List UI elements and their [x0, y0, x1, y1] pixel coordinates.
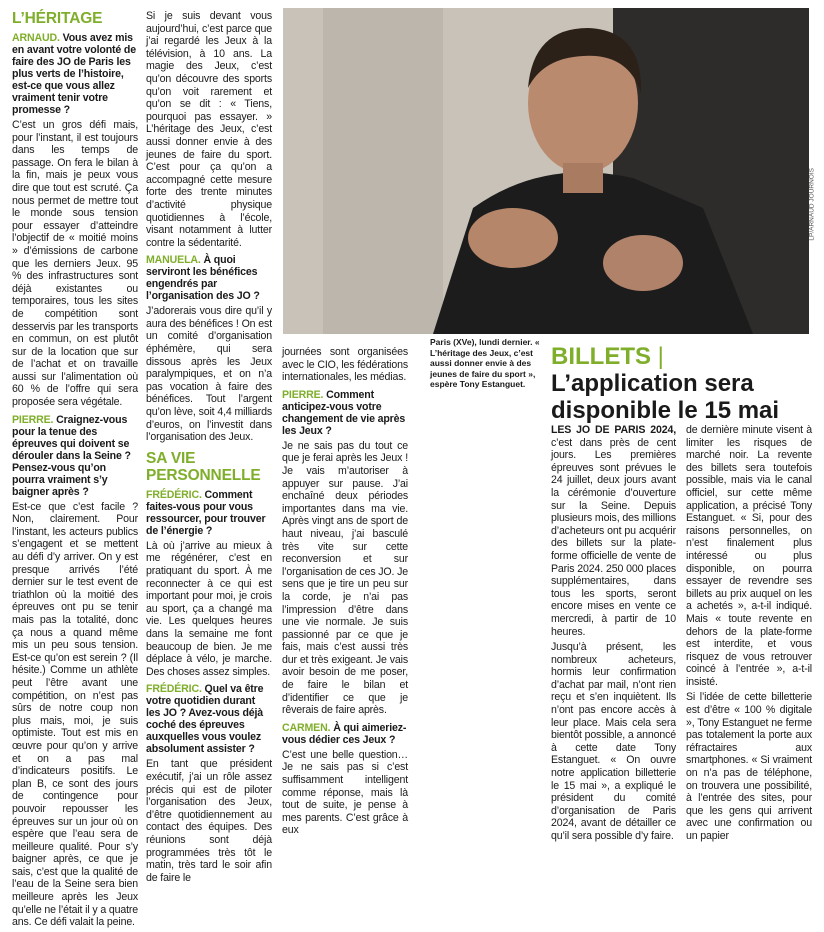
- headline-text: L’application sera disponible le 15 mai: [551, 370, 780, 424]
- asker-name: FRÉDÉRIC.: [146, 488, 202, 501]
- section-heading-vie-personnelle: SA VIE PERSONNELLE: [146, 449, 261, 484]
- headline-separator: |: [657, 343, 664, 370]
- answer-text: C’est un gros défi mais, pour l’instant, il est toujours dans les temps de passage. On fera le bilan à la fin, mais je peux vous dire que tout est scruté. Ça nous permet de mettre tout le monde sous tension pour essayer d’atteindre l’objectif de « moitié moins » d’émissions de carbone que les derniers Jeux. 95 % des infrastructures sont déjà existantes ou temporaires, tous les sites de compétition sont desservis par les transports en commun, on est plutôt sur de la location que sur de l’achat et on travaille aussi sur l’alimentation où 60 % de l’offre qui sera proposée sera végétale.: [12, 119, 138, 409]
- answer-text: J’adorerais vous dire qu’il y aura des bénéfices ! On est un comité d’organisation éphémère, qui sera dissous après les Jeux paralympiques, et on n’a pas vocation à faire des bénéfices. Tout l’argent qu’on lève, soit 4,4 milliards d’euros, on l’investit dans l’organisation des Jeux.: [146, 305, 272, 444]
- asker-name: ARNAUD.: [12, 32, 60, 44]
- portrait-illustration: [283, 8, 809, 334]
- question-frederic-1: [146, 489, 272, 537]
- question-text: Craignez-vous pour la tenue des épreuves qui doivent se dérouler dans la Seine ? Pensez-vous qu’on pourra vraiment s’y baigner après ?: [12, 413, 131, 498]
- answer-text: En tant que président exécutif, j’ai un rôle assez précis qui est de piloter l’organisation des Jeux, d’être quotidiennement au contact des équipes. Des réunions sont déjà programmées très tôt le matin, très tard le soir afin de faire le: [146, 758, 272, 884]
- lead-in: LES JO DE PARIS 2024,: [551, 424, 676, 436]
- column-4: [551, 424, 676, 846]
- asker-name: PIERRE.: [282, 388, 324, 401]
- article-paragraph: de dernière minute visent à limiter les risques de marché noir. La revente des billets sera toutefois possible, mais via le canal officiel, sur cette même application, a précisé Tony Estanguet. « Si, pour des raisons personnelles, on n’est finalement plus intéressé ou plus disponible, on pourra essayer de revendre ses billets au prix auquel on les a achetés », a-t-il indiqué. Mais « toute revente en dehors de la plate-forme est interdite, et vous risquez de vous retrouver coincé à l’entrée », a-t-il insisté.: [686, 424, 812, 688]
- column-5: [686, 424, 812, 846]
- column-2: [146, 10, 272, 887]
- section-heading-heritage: L’HÉRITAGE: [12, 10, 103, 27]
- question-text: Vous avez mis en avant votre volonté de faire des JO de Paris les plus verts de l’histoire, est-ce que vous allez vraiment tenir votre promesse ?: [12, 32, 136, 116]
- asker-name: FRÉDÉRIC.: [146, 683, 202, 696]
- article-paragraph: Si l’idée de cette billetterie est d’être « 100 % digitale », Tony Estanguet ne ferme pas totalement la porte aux réfractaires aux smartphones. « Si vraiment on n’a pas de téléphone, on trouvera une possibilité, à l’entrée des sites, pour que les gens qui arrivent avec une confirmation ou un papier: [686, 691, 812, 842]
- asker-name: PIERRE.: [12, 413, 54, 426]
- article-lead-paragraph: [551, 424, 676, 638]
- answer-text: Si je suis devant vous aujourd’hui, c’est parce que j’ai regardé les Jeux à la télévision, à 10 ans. La magie des Jeux, c’est qu’on découvre des sports qu’on voit rarement et qu’on se dit : « Tiens, pourquoi pas essayer. » L’héritage des Jeux, c’est aussi donner envie à des jeunes de faire du sport. C’est pour ça qu’on a accompagné cette mesure forte des trente minutes d’activité physique quotidiennes à l’école, visant notamment à lutter contre la sédentarité.: [146, 10, 272, 249]
- question-arnaud: [12, 32, 138, 116]
- answer-text: Est-ce que c’est facile ? Non, clairement. Pour l’instant, les acteurs publics s’engagent et se mettent au défi d’y arriver. On y est presque arrivés l’été dernier sur le test event de triathlon où la moitié des épreuves ont pu se tenir mais pas la totalité, donc ça nous a quand même mis un peu sous tension. Est-ce qu’on est serein ? (Il hésite.) Comme un athlète peut l’être avant une compétition, on n’est pas sûrs de notre coup non plus mais, moi, je suis optimiste. Tout est mis en œuvre pour qu’on y arrive et on a pas mal d’indicateurs positifs. Le plan B, ce sont des jours de contingence pour pouvoir repousser les épreuves sur un jour où on espère que l’eau sera de meilleure qualité. Pour s’y baigner après, ce que je sais, c’est que la qualité de l’eau de la Seine sera bien meilleure après les Jeux qu’elle ne l’était il y a quatre ans. Ce défi valait la peine.: [12, 500, 138, 929]
- question-text: À qui aimeriez-vous dédier ces Jeux ?: [282, 721, 407, 746]
- article-paragraph: Jusqu’à présent, les nombreux acheteurs, hormis leur confirmation d’achat par mail, n’ont rien reçu et s’en inquiètent. Ils n’ont pas encore accès à leur place. Mais cela sera bientôt possible, a annoncé à cette date Tony Estanguet. « On ouvre notre application billetterie le 15 mai », a expliqué le président du comité d’organisation de Paris 2024, avant de détailler ce qu’il sera possible d’y faire.: [551, 641, 676, 842]
- answer-text: C’est une belle question… Je ne sais pas si c’est suffisamment intelligent comme réponse, mais là tout de suite, je pense à mes parents. C’est grâce à eux: [282, 748, 408, 837]
- answer-text: journées sont organisées avec le CIO, les fédérations internationales, les médias.: [282, 346, 408, 384]
- portrait-photo: [283, 8, 816, 334]
- column-3: [282, 346, 408, 840]
- answer-text: Là où j’arrive au mieux à me régénérer, c’est en pratiquant du sport. À me reconnecter à ce qui est important pour moi, je crois au sport, ça a changé ma vie. Les quelques heures dans la semaine me font beaucoup de bien. Je me déplace à vélo, je marche. Des choses assez simples.: [146, 539, 272, 678]
- answer-text: Je ne sais pas du tout ce que je ferai après les Jeux ! Je vais m’autoriser à appuyer sur pause. J’ai enchaîné deux périodes importantes dans ma vie. Après vingt ans de sport de haut niveau, j’ai basculé très vite sur cette reconversion et sur l’organisation de ces JO. Je sens que je tire un peu sur la corde, je n’ai pas l’impression d’être dans une vie normale. Je suis passionné par ce que je fais, mais c’est aussi très dur et très exigeant. Je vais avoir besoin de me poser, de faire le bilan et d’identifier ce que je rêverais de faire après.: [282, 439, 408, 717]
- photo-caption: Paris (XVe), lundi dernier. « L’héritage des Jeux, c’est aussi donner envie à des jeunes de faire du sport », espère Tony Estanguet.: [430, 337, 540, 389]
- asker-name: MANUELA.: [146, 254, 201, 267]
- article-headline: [551, 343, 813, 424]
- photo-credit: LP/ARNAUD JOURNOIS: [809, 168, 816, 241]
- question-pierre-2: [282, 389, 408, 437]
- headline-keyword: BILLETS: [551, 343, 651, 370]
- question-pierre: [12, 414, 138, 498]
- column-1: [12, 10, 138, 932]
- asker-name: CARMEN.: [282, 721, 331, 734]
- lead-text: c’est dans près de cent jours. Les premières épreuves sont prévues le 24 juillet, deux jours avant la cérémonie d’ouverture sur la Seine. Depuis plusieurs mois, des millions d’acheteurs ont pu acquérir des billets sur la plate-forme officielle de vente de Paris 2024. 250 000 places supplémentaires, dans tous les sports, seront encore mises en vente ce mercredi, à partir de 10 heures.: [551, 436, 676, 638]
- question-carmen: [282, 722, 408, 746]
- question-manuela: [146, 254, 272, 302]
- question-text: Quel va être votre quotidien durant les JO ? Avez-vous déjà coché des épreuves auxquelles vous voulez absolument assister ?: [146, 683, 264, 756]
- question-text: À quoi serviront les bénéfices engendrés par l’organisation des JO ?: [146, 254, 260, 303]
- question-text: Comment faites-vous pour vous ressourcer, pour trouver de l’énergie ?: [146, 488, 266, 537]
- question-text: Comment anticipez-vous votre changement de vie après les Jeux ?: [282, 388, 406, 437]
- question-frederic-2: [146, 683, 272, 755]
